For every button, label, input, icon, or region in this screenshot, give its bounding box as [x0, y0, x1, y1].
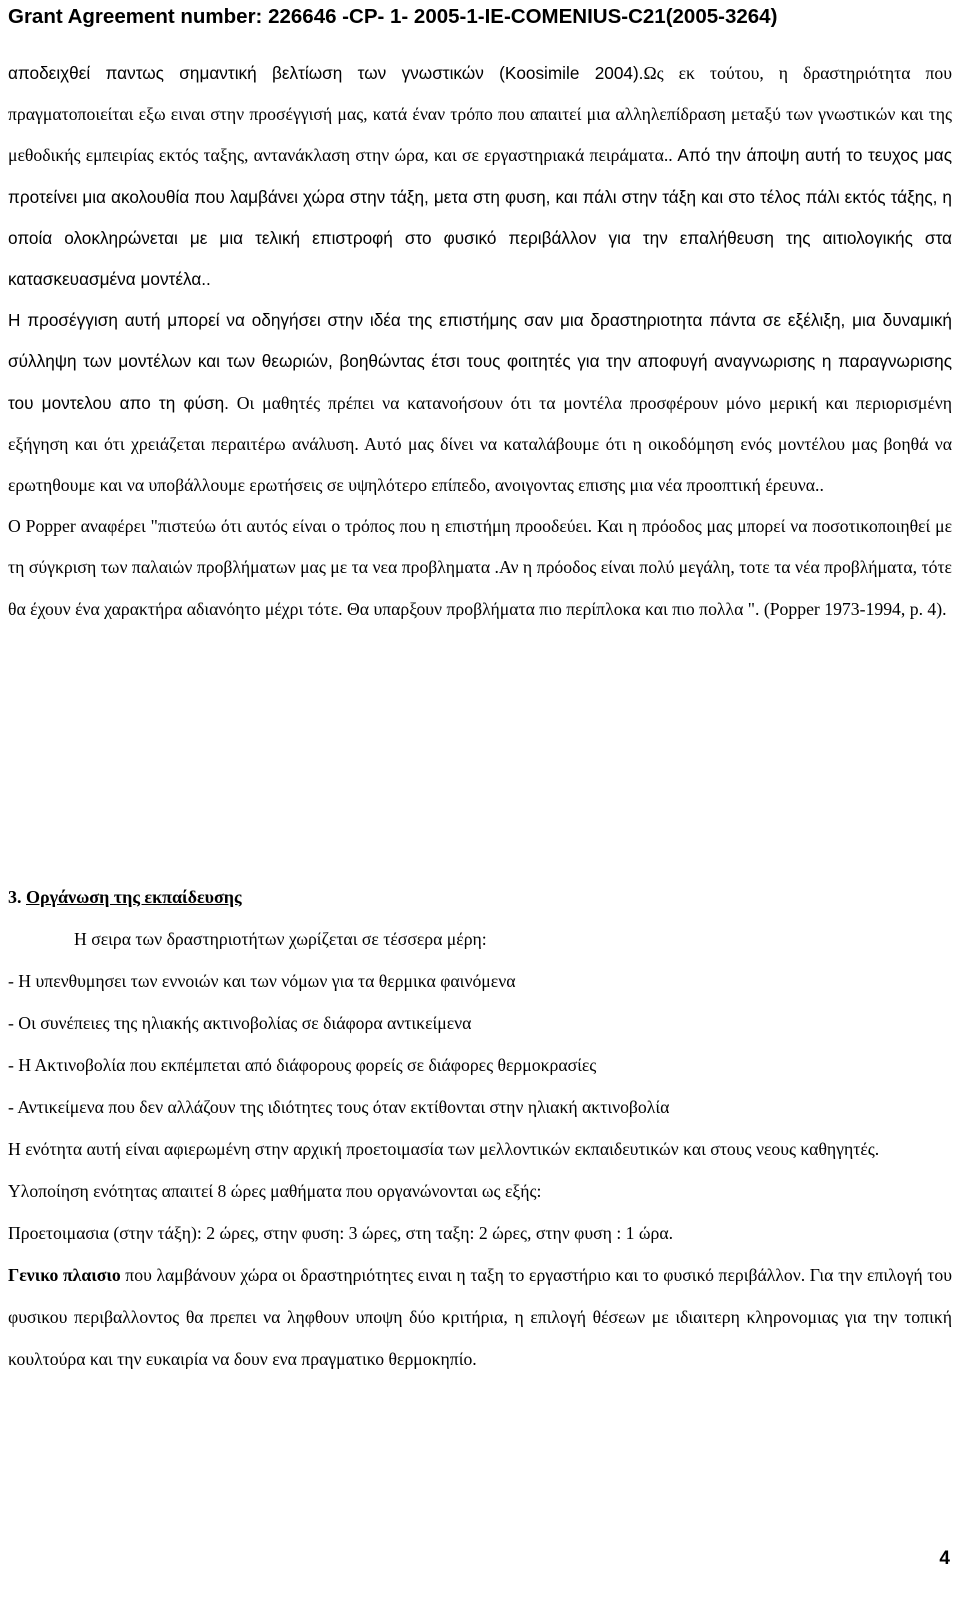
list-item: - Η υπενθυμησει των εννοιών και των νόμων για τα θερμικα φαινόμενα — [8, 971, 516, 991]
paragraph-2-part-3: Αυτό μας δίνει να καταλάβουμε ότι η οικοδόμηση ενός μοντέλου μας βοηθά να ερωτηθουμε και να υποβάλλουμε ερωτήσεις σε υψηλότερο επίπεδο, ανοιγοντας επισης μια νέα προοπτική έρευνα.. — [8, 433, 952, 496]
section-intro: Η σειρα των δραστηριοτήτων χωρίζεται σε τέσσερα μέρη: — [74, 929, 487, 949]
implementation-text: Υλοποίηση ενότητας απαιτεί 8 ώρες μαθήματα που οργανώνονται ως εξής: — [8, 1181, 542, 1201]
paragraph-3: Ο Popper αναφέρει "πιστεύω ότι αυτός είναι ο τρόπος που η επιστήμη προοδεύει. Και η πρόοδος μας μπορεί να ποσοτικοποιηθεί με τη σύγκριση των παλαιών προβλήματων μας με τα νεα προβληματα .Αν η πρόοδος είναι πολύ μεγάλη, τοτε τα νέα προβλήματα, τότε θα έχουν ένα χαρακτήρα αδιανόητο μέχρι τότε. Θα υπαρξουν προβλήματα πιο περίπλοκα και πιο πολλα ". (Popper 1973-1994, p. 4). — [8, 516, 952, 619]
list-item: - Οι συνέπειες της ηλιακής ακτινοβολίας σε διάφορα αντικείμενα — [8, 1013, 472, 1033]
paragraph-1-part-1: αποδειχθεί παντως σημαντική βελτίωση των γνωστικών (Koosimile 2004). — [8, 63, 644, 83]
section-heading — [8, 876, 952, 918]
body-text — [8, 53, 952, 630]
paragraph-2-part-1: Η προσέγγιση αυτή μπορεί να οδηγήσει στην ιδέα της επιστήμης σαν μια δραστηριοτητα πάντα σε εξέλιξη, μια δυναμική σύλληψη των μοντέλων και των θεωριών, βοηθώντας έτσι τους φοιτητές για την αποφυγή αναγνωρισης η παραγνωρισης του μοντελου απο τη φύση. — [8, 310, 952, 413]
schedule-text: Προετοιμασια (στην τάξη): 2 ώρες, στην φυση: 3 ώρες, στη ταξη: 2 ώρες, στην φυση : 1 ώρα. — [8, 1223, 674, 1243]
unit-description: Η ενότητα αυτή είναι αφιερωμένη στην αρχική προετοιμασία των μελλοντικών εκπαιδευτικών και στους νεους καθηγητές. — [8, 1139, 880, 1159]
general-framework-label: Γενικο πλαισιο — [8, 1265, 121, 1285]
general-framework-text: που λαμβάνουν χώρα οι δραστηριότητες ειναι η ταξη το εργαστήριο και το φυσικό περιβάλλον. Για την επιλογή του φυσικου περιβαλλοντος θα πρεπει να ληφθουν υποψη δύο κριτήρια, η επιλογή θέσεων με ιδιαιτερη κληρονομιας για την τοπική κουλτούρα και την ευκαιρία να δουν ενα πραγματικο θερμοκηπίο. — [8, 1265, 952, 1369]
list-item: - Αντικείμενα που δεν αλλάζουν της ιδιότητες τους όταν εκτίθονται στην ηλιακή ακτινοβολία — [8, 1097, 670, 1117]
paragraph-1-part-3: Από την άποψη αυτή το τευχος μας προτείνει μια ακολουθία που λαμβάνει χώρα στην τάξη, μετα στη φυση, και πάλι στην τάξη και στο τέλος πάλι εκτός τάξης, η οποία ολοκληρώνεται με μια τελική επιστροφή στο φυσικό περιβάλλον για την επαλήθευση της αιτιολογικής στα κατασκευασμένα μοντέλα.. — [8, 145, 952, 290]
paragraph-2 — [8, 300, 952, 506]
general-framework — [8, 1254, 952, 1380]
grant-agreement-line: Grant Agreement number: 226646 -CP- 1- 2005-1-IE-COMENIUS-C21(2005-3264) — [8, 5, 778, 28]
section-title: Οργάνωση της εκπαίδευσης — [26, 887, 242, 907]
paragraph-2-part-2: Οι μαθητές πρέπει να κατανοήσουν ότι τα μοντέλα προσφέρουν μόνο μερική και περιορισμένη εξήγηση και ότι χρειάζεται περαιτέρω ανάλυση. — [8, 392, 952, 454]
section-3 — [8, 876, 952, 1380]
paragraph-1-part-2: Ως εκ τούτου, η δραστηριότητα που πραγματοποιείται εξω ειναι στην προσέγγισή μας, κατά έναν τρόπο που απαιτεί μια αλληλεπίδραση μεταξύ των γνωστικών και της μεθοδικής εμπειρίας εκτός ταξης, αντανάκλαση στην ώρα, και σε εργαστηριακά πειράματα.. — [8, 63, 953, 166]
page-number: 4 — [939, 1548, 950, 1569]
section-number: 3. — [8, 887, 22, 907]
paragraph-1 — [8, 53, 952, 300]
list-item: - Η Ακτινοβολία που εκπέμπεται από διάφορους φορείς σε διάφορες θερμοκρασίες — [8, 1055, 597, 1075]
document-header — [8, 4, 952, 30]
